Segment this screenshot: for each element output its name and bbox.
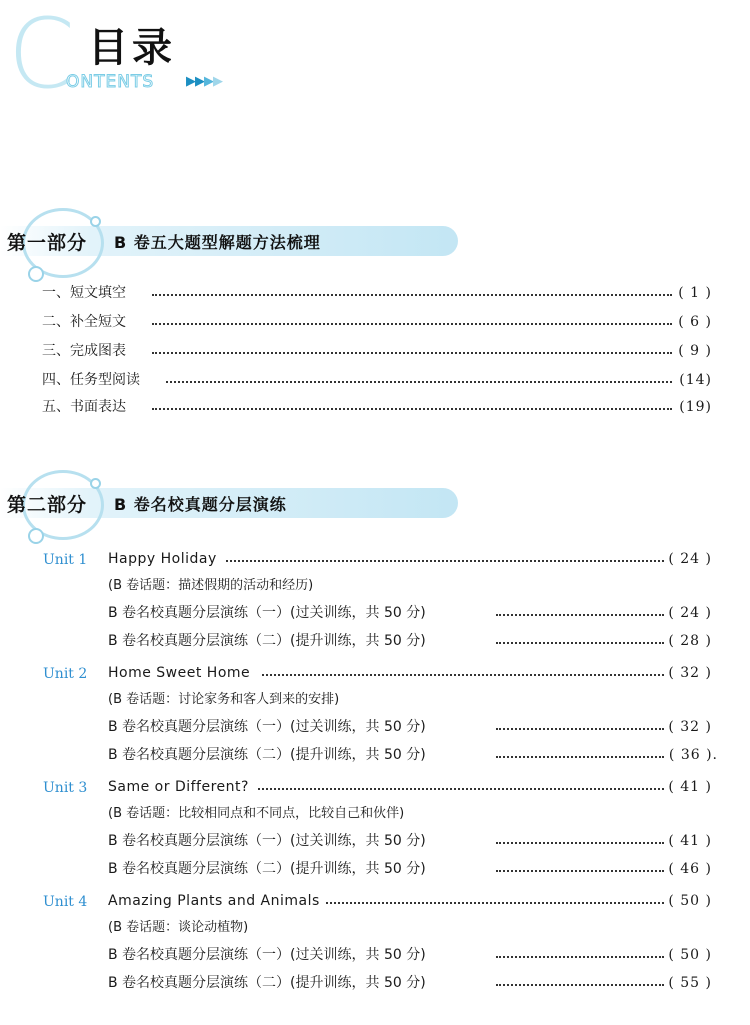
toc-entry-page: ( 41 ) bbox=[664, 775, 712, 799]
unit-tag: Unit 4 bbox=[43, 894, 88, 910]
toc-entry-page: ( 55 ) bbox=[664, 971, 712, 995]
unit-tag: Unit 2 bbox=[43, 666, 88, 682]
toc-entry[interactable] bbox=[42, 395, 712, 419]
unit-tag: Unit 3 bbox=[43, 780, 88, 796]
unit-title-entry[interactable] bbox=[108, 775, 712, 799]
toc-entry-page: ( 32 ) bbox=[664, 715, 712, 739]
toc-entry[interactable] bbox=[108, 971, 712, 995]
unit-title: Happy Holiday bbox=[108, 547, 221, 571]
toc-entry-label: B 卷名校真题分层演练（二）(提升训练，共 50 分) bbox=[108, 629, 430, 653]
toc-entry-page: (19) bbox=[675, 395, 712, 419]
toc-entry-label: B 卷名校真题分层演练（一）(过关训练，共 50 分) bbox=[108, 601, 430, 625]
toc-entry-label: B 卷名校真题分层演练（二）(提升训练，共 50 分) bbox=[108, 743, 430, 767]
leader-dots bbox=[152, 352, 672, 354]
part-title: B 卷名校真题分层演练 bbox=[114, 495, 287, 514]
toc-entry-page: ( 24 ) bbox=[664, 547, 712, 571]
toc-entry-label: B 卷名校真题分层演练（一）(过关训练，共 50 分) bbox=[108, 943, 430, 967]
toc-entry-label: 一、短文填空 bbox=[42, 281, 130, 305]
unit-topic-note: (B 卷话题：谈论动植物) bbox=[108, 920, 249, 935]
toc-entry-page: ( 32 ) bbox=[664, 661, 712, 685]
leader-dots bbox=[496, 756, 664, 758]
toc-entry[interactable] bbox=[42, 281, 712, 305]
page-title: 目录 bbox=[88, 25, 176, 71]
banner-dot-decoration bbox=[90, 478, 101, 489]
leader-dots bbox=[262, 674, 664, 676]
leader-dots bbox=[226, 560, 664, 562]
leader-dots bbox=[496, 614, 664, 616]
toc-entry[interactable] bbox=[108, 943, 712, 967]
part-title: B 卷五大题型解题方法梳理 bbox=[114, 233, 321, 252]
banner-dot-decoration bbox=[90, 216, 101, 227]
toc-entry-page: (14) bbox=[675, 368, 712, 392]
leader-dots bbox=[496, 642, 664, 644]
part-one-banner bbox=[0, 208, 750, 288]
part-label: 第一部分 bbox=[7, 232, 88, 254]
leader-dots bbox=[152, 294, 672, 296]
unit-title-entry[interactable] bbox=[108, 661, 712, 685]
leader-dots bbox=[258, 788, 664, 790]
toc-entry[interactable] bbox=[108, 829, 712, 853]
page-header bbox=[0, 0, 750, 120]
toc-entry-page: ( 28 ) bbox=[664, 629, 712, 653]
leader-dots bbox=[152, 323, 672, 325]
toc-entry-page: ( 24 ) bbox=[664, 601, 712, 625]
leader-dots bbox=[496, 870, 664, 872]
toc-entry-label: B 卷名校真题分层演练（二）(提升训练，共 50 分) bbox=[108, 857, 430, 881]
toc-entry[interactable] bbox=[42, 310, 712, 334]
unit-topic-note: (B 卷话题：比较相同点和不同点，比较自己和伙伴) bbox=[108, 806, 405, 821]
leader-dots bbox=[496, 842, 664, 844]
leader-dots bbox=[496, 984, 664, 986]
contents-word: ONTENTS bbox=[66, 72, 155, 92]
unit-topic-note: (B 卷话题：讨论家务和客人到来的安排) bbox=[108, 692, 340, 707]
toc-entry-label: 三、完成图表 bbox=[42, 339, 130, 363]
part-label: 第二部分 bbox=[7, 494, 88, 516]
toc-entry-label: B 卷名校真题分层演练（一）(过关训练，共 50 分) bbox=[108, 829, 430, 853]
unit-title: Home Sweet Home bbox=[108, 661, 254, 685]
toc-entry-page: ( 50 ) bbox=[664, 943, 712, 967]
leader-dots bbox=[152, 408, 672, 410]
toc-entry-page: ( 41 ) bbox=[664, 829, 712, 853]
unit-title-entry[interactable] bbox=[108, 889, 712, 913]
leader-dots bbox=[326, 902, 664, 904]
toc-entry-page: ( 46 ) bbox=[664, 857, 712, 881]
toc-entry-page: ( 36 ). bbox=[665, 743, 718, 767]
toc-entry-label: 二、补全短文 bbox=[42, 310, 130, 334]
toc-entry[interactable] bbox=[108, 629, 712, 653]
toc-entry[interactable] bbox=[108, 601, 712, 625]
contents-big-letter: C bbox=[8, 0, 76, 110]
toc-entry[interactable] bbox=[108, 743, 718, 767]
unit-title: Same or Different? bbox=[108, 775, 253, 799]
unit-title: Amazing Plants and Animals bbox=[108, 889, 324, 913]
toc-entry-page: ( 6 ) bbox=[674, 310, 712, 334]
toc-entry[interactable] bbox=[42, 368, 712, 392]
leader-dots bbox=[166, 381, 672, 383]
toc-entry[interactable] bbox=[42, 339, 712, 363]
toc-entry[interactable] bbox=[108, 857, 712, 881]
toc-entry-label: B 卷名校真题分层演练（一）(过关训练，共 50 分) bbox=[108, 715, 430, 739]
unit-topic-note: (B 卷话题：描述假期的活动和经历) bbox=[108, 578, 314, 593]
banner-dot-decoration bbox=[28, 266, 44, 282]
arrows-decoration: ▶▶▶▶ bbox=[186, 74, 222, 89]
leader-dots bbox=[496, 956, 664, 958]
toc-entry-page: ( 1 ) bbox=[674, 281, 712, 305]
toc-entry-label: 四、任务型阅读 bbox=[42, 368, 144, 392]
leader-dots bbox=[496, 728, 664, 730]
unit-title-entry[interactable] bbox=[108, 547, 712, 571]
unit-tag: Unit 1 bbox=[43, 552, 88, 568]
banner-dot-decoration bbox=[28, 528, 44, 544]
part-two-banner bbox=[0, 470, 750, 550]
toc-entry[interactable] bbox=[108, 715, 712, 739]
toc-entry-label: B 卷名校真题分层演练（二）(提升训练，共 50 分) bbox=[108, 971, 430, 995]
toc-entry-label: 五、书面表达 bbox=[42, 395, 130, 419]
toc-entry-page: ( 50 ) bbox=[664, 889, 712, 913]
toc-entry-page: ( 9 ) bbox=[674, 339, 712, 363]
